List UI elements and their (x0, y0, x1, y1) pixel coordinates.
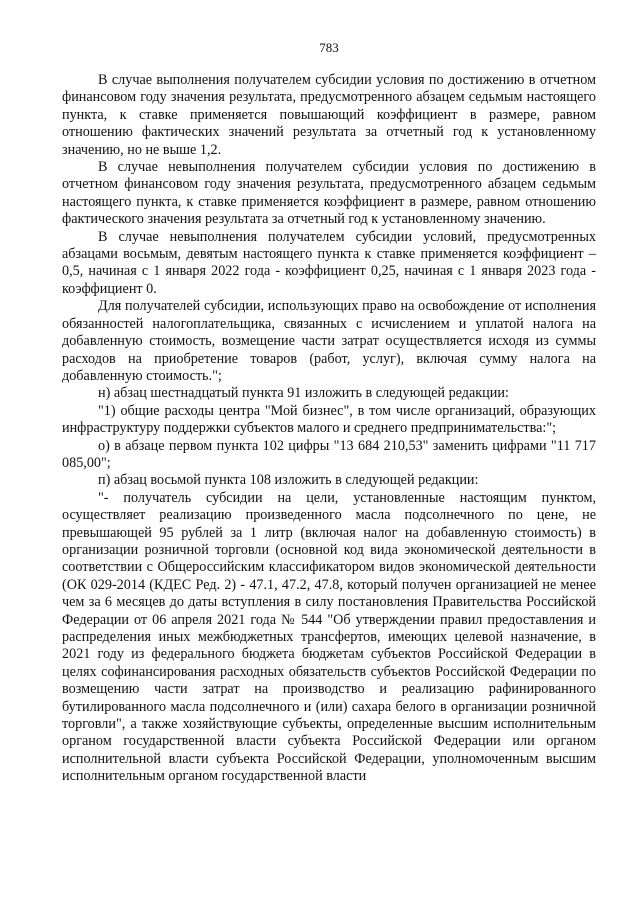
paragraph-coefficient-schedule: В случае невыполнения получателем субсидии условий, предусмотренных абзацами восьмым, девятым настоящего пункта к ставке применяется коэффициент – 0,5, начиная с 1 января 2022 года - коэффициент 0,25, начиная с 1 января 2023 года - коэффициент 0. (62, 228, 596, 297)
paragraph-subsidy-recipient: "- получатель субсидии на цели, установленные настоящим пунктом, осуществляет реализацию произведенного масла подсолнечного по цене, не превышающей 95 рублей за 1 литр (включая налог на добавленную стоимость) в организации розничной торговли (основной код вида экономической деятельности в соответствии с Общероссийским классификатором видов экономической деятельности (ОК 029-2014 (КДЕС Ред. 2) - 47.1, 47.2, 47.8, который получен организацией не менее чем за 6 месяцев до даты вступления в силу постановления Правительства Российской Федерации от 06 апреля 2021 года № 544 "Об утверждении правил предоставления и распределения иных межбюджетных трансфертов, имеющих целевой назначение, в 2021 году из федерального бюджета бюджетам субъектов Российской Федерации в целях софинансирования расходных обязательств субъектов Российской Федерации по возмещению части затрат на производство и реализацию рафинированного бутилированного масла подсолнечного и (или) сахара белого в организации розничной торговли", а также хозяйствующие субъекты, определенные высшим исполнительным органом государственной власти субъекта Российской Федерации или органом исполнительной власти субъекта Российской Федерации, уполномоченным высшим исполнительным органом государственной власти (62, 489, 596, 785)
paragraph-my-business-expenses: "1) общие расходы центра "Мой бизнес", в том числе организаций, образующих инфраструктуру поддержки субъектов малого и среднего предпринимательства:"; (62, 402, 596, 437)
paragraph-item-o: о) в абзаце первом пункта 102 цифры "13 684 210,53" заменить цифрами "11 717 085,00"; (62, 437, 596, 471)
paragraph-item-n: н) абзац шестнадцатый пункта 91 изложить в следующей редакции: (98, 385, 509, 402)
paragraph-increasing-coefficient: В случае выполнения получателем субсидии условия по достижению в отчетном финансовом году значения результата, предусмотренного абзацем седьмым настоящего пункта, к ставке применяется повышающий коэффициент в размере, равном отношению фактических значений результата за отчетный год к установленному значению, но не выше 1,2. (62, 72, 596, 158)
page-number: 783 (319, 40, 339, 55)
paragraph-item-p: п) абзац восьмой пункта 108 изложить в следующей редакции: (98, 472, 479, 489)
paragraph-vat-exemption: Для получателей субсидии, использующих право на освобождение от исполнения обязанностей налогоплательщика, связанных с исчислением и уплатой налога на добавленную стоимость, возмещение части затрат осуществляется исходя из суммы расходов на приобретение товаров (работ, услуг), включая сумму налога на добавленную стоимость."; (62, 298, 596, 384)
paragraph-coefficient-nonfulfillment: В случае невыполнения получателем субсидии условия по достижению в отчетном финансовом году значения результата, предусмотренного абзацем седьмым настоящего пункта, к ставке применяется коэффициент в размере, равном отношению фактического значения результата за отчетный год к установленному значению. (62, 159, 596, 228)
